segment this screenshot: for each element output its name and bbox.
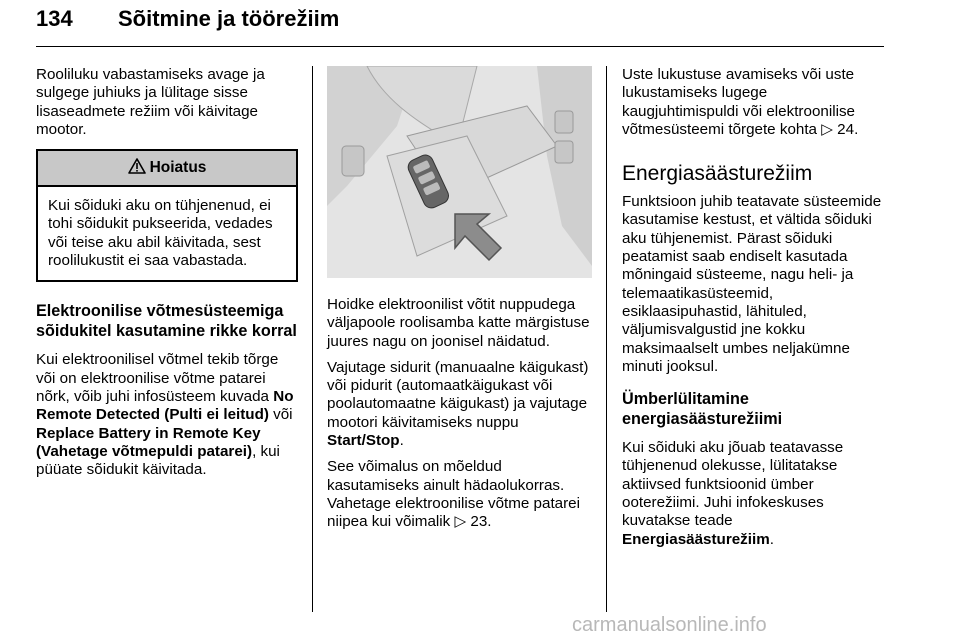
start-stop-label: Start/Stop xyxy=(327,432,400,450)
intro-paragraph: Rooliluku vabastamiseks avage ja sulgege juhiuks ja lülitage sisse lisaseadmete režiim või käivitage mootor. xyxy=(36,66,265,138)
paragraph-switching: Kui sõiduki aku jõuab teatavasse tühjenenud olekusse, lülitatakse aktiivsed funktsioonid ümber ooterežiimi. Juhi infokeskuses kuvatakse teade Energiasäästurežiim. xyxy=(622,439,844,548)
warning-triangle-icon xyxy=(128,158,146,179)
page-number: 134 xyxy=(36,6,73,31)
page-header xyxy=(36,4,884,47)
message-no-remote: No Remote Detected (Pulti ei leitud) xyxy=(36,387,294,424)
watermark: carmanualsonline.info xyxy=(572,614,767,636)
warning-body: Kui sõiduki aku on tühjenenud, ei tohi sõidukit pukseerida, vedades või teise aku abil käivitada, sest roolilukustit ei saa vabastada. xyxy=(48,197,273,270)
paragraph-energy-saving: Funktsioon juhib teatavate süsteemide kasutamise kestust, et vältida sõiduki aku tühjenemist. Pärast sõiduki peatamist saab endiselt kasutada mõningaid süsteeme, nagu heli- ja telemaatikasüsteemid, esiklaasipuhastid, lähituled, väljumisvalgustid jne kokku maksimaalselt umbes neljakümne minuti jooksul. xyxy=(622,193,882,375)
page-reference[interactable]: 23 xyxy=(470,513,488,531)
paragraph-key-fault: Kui elektroonilisel võtmel tekib tõrge või on elektroonilise võtme patarei nõrk, võib juhi infosüsteem kuvada No Remote Detected (Pulti ei leitud) või Replace Battery in Remote Key (Vahetage võtmepuldi patarei), kui püüate sõidukit käivitada. xyxy=(36,351,294,479)
steering-column-key-illustration xyxy=(327,66,592,278)
warning-title: Hoiatus xyxy=(149,159,207,177)
column-3 xyxy=(622,66,884,557)
section-heading-electronic-key: Elektroonilise võtmesüsteemiga sõidukitel kasutamine rikke korral xyxy=(36,302,297,340)
section-heading-energy-saving: Energiasäästurežiim xyxy=(622,162,813,186)
column-divider-2 xyxy=(606,66,607,612)
page-ref-arrow-icon[interactable]: ▷ xyxy=(454,513,467,531)
warning-box xyxy=(36,149,298,282)
subheading-switching: Ümberlülitamine energiasäästurežiimi xyxy=(622,390,783,428)
message-replace-battery: Replace Battery in Remote Key (Vahetage võtmepuldi patarei) xyxy=(36,424,261,460)
column-1 xyxy=(36,66,300,487)
page-reference[interactable]: 24 xyxy=(837,120,855,138)
chapter-title: Sõitmine ja töörežiim xyxy=(118,6,340,31)
page-ref-arrow-icon[interactable]: ▷ xyxy=(821,120,833,138)
column-divider-1 xyxy=(312,66,313,612)
paragraph-emergency-only: See võimalus on mõeldud kasutamiseks ainult hädaolukorras. Vahetage elektroonilise võtme patarei niipea kui võimalik ▷ 23. xyxy=(327,458,580,531)
paragraph-door-lock: Uste lukustuse avamiseks või uste lukustamiseks lugege kaugjuhtimispuldi või elektroonilise võtmesüsteemi tõrgete kohta ▷ 24. xyxy=(622,66,859,138)
warning-header xyxy=(38,151,296,187)
paragraph-press-start: Vajutage sidurit (manuaalne käigukast) või pidurit (automaatkäigukast või poolautomaatne käigukast) ja vajutage mootori käivitamiseks nuppu Start/Stop. xyxy=(327,358,589,450)
paragraph-hold-key: Hoidke elektroonilist võtit nuppudega väljapoole roolisamba katte märgistuse juures nagu on joonisel näidatud. xyxy=(327,296,590,350)
message-energy-saving: Energiasäästurežiim xyxy=(622,530,770,548)
column-2 xyxy=(327,66,592,540)
